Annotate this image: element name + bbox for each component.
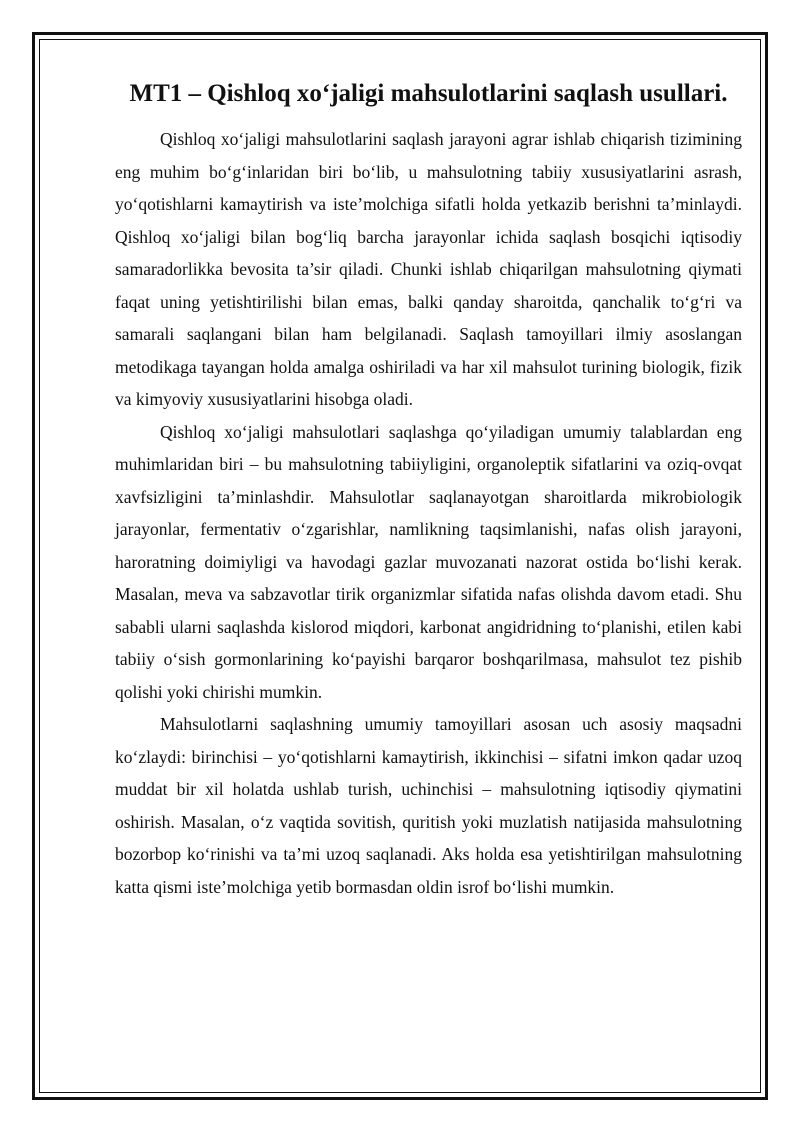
paragraph-intro: Qishloq xo‘jaligi mahsulotlarini saqlash jarayoni agrar ishlab chiqarish tizimining eng muhim bo‘g‘inlaridan biri bo‘lib, u mahsulotning tabiiy xususiyatlarini asrash, yo‘qotishlarni kamaytirish va iste’molchiga sifatli holda yetkazib berishni ta’minlaydi. Qishloq xo‘jaligi bilan bog‘liq barcha jarayonlar ichida saqlash bosqichi iqtisodiy samaradorlikka bevosita ta’sir qiladi. Chunki ishlab chiqarilgan mahsulotning qiymati faqat uning yetishtirilishi bilan emas, balki qanday sharoitda, qanchalik to‘g‘ri va samarali saqlangani bilan ham belgilanadi. Saqlash tamoyillari ilmiy asoslangan metodikaga tayangan holda amalga oshiriladi va har xil mahsulot turining biologik, fizik va kimyoviy xususiyatlarini hisobga oladi. [115, 129, 742, 409]
paragraph-principles: Mahsulotlarni saqlashning umumiy tamoyillari asosan uch asosiy maqsadni ko‘zlaydi: birinchisi – yo‘qotishlarni kamaytirish, ikkinchisi – sifatni imkon qadar uzoq muddat bir xil holatda ushlab turish, uchinchisi – mahsulotning iqtisodiy qiymatini oshirish. Masalan, o‘z vaqtida sovitish, quritish yoki muzlatish natijasida mahsulotning bozorbop ko‘rinishi va ta’mi uzoq saqlanadi. Aks holda esa yetishtirilgan mahsulotning katta qismi iste’molchiga yetib bormasdan oldin isrof bo‘lishi mumkin. [115, 714, 742, 897]
document-body [115, 72, 742, 903]
document-title: MT1 – Qishloq xo‘jaligi mahsulotlarini saqlash usullari. [129, 80, 728, 107]
paragraph-requirements: Qishloq xo‘jaligi mahsulotlari saqlashga qo‘yiladigan umumiy talablardan eng muhimlaridan biri – bu mahsulotning tabiiyligini, organoleptik sifatlarini va oziq-ovqat xavfsizligini ta’minlashdir. Mahsulotlar saqlanayotgan sharoitlarda mikrobiologik jarayonlar, fermentativ o‘zgarishlar, namlikning taqsimlanishi, nafas olish jarayoni, haroratning doimiyligi va havodagi gazlar muvozanati nazorat ostida bo‘lishi kerak. Masalan, meva va sabzavotlar tirik organizmlar sifatida nafas olishda davom etadi. Shu sababli ularni saqlashda kislorod miqdori, karbonat angidridning to‘planishi, etilen kabi tabiiy o‘sish gormonlarining ko‘payishi barqaror boshqarilmasa, mahsulot tez pishib qolishi yoki chirishi mumkin. [115, 421, 742, 702]
